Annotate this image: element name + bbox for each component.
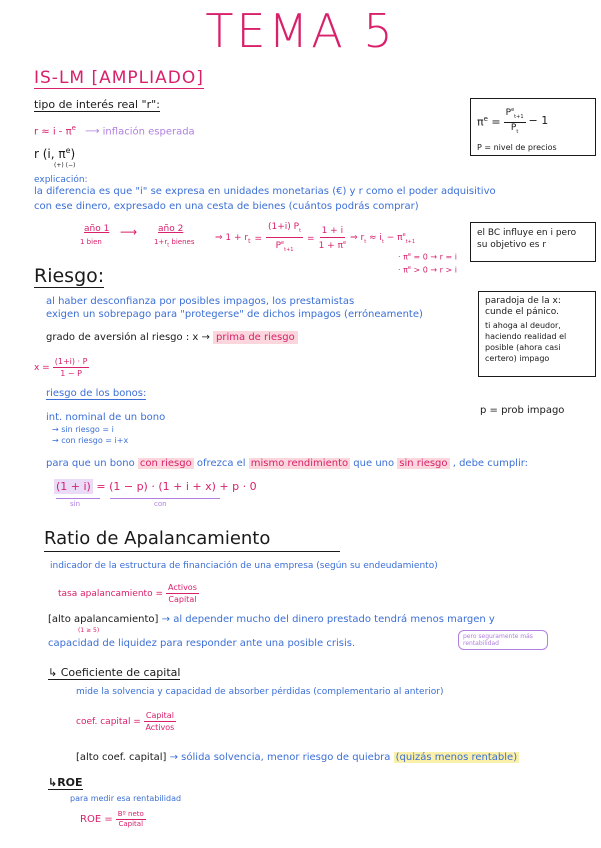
bonos-heading: riesgo de los bonos: xyxy=(46,388,147,399)
ano1-sub: 1 bien xyxy=(80,238,102,246)
inflacion-note: inflación esperada xyxy=(102,126,195,138)
indicador-line: indicador de la estructura de financiación de una empresa (según su endeudamiento) xyxy=(50,561,438,571)
coef-capital-desc: mide la solvencia y capacidad de absorber pérdidas (complementario al anterior) xyxy=(76,687,444,697)
bracket-sin xyxy=(56,498,100,499)
x-formula: x = $\frac{(1+i) \cdot P}{1 - P}$ xyxy=(34,357,88,378)
sin-riesgo: → sin riesgo = i xyxy=(52,425,114,434)
case-positive: · $\pi^e > 0 \to r > i$ xyxy=(398,265,457,275)
aversion-line: grado de aversión al riesgo : x → prima de riesgo xyxy=(46,332,298,343)
explicacion-line-2: con ese dinero, expresado en una cesta de bienes (cuántos podrás comprar) xyxy=(34,201,419,212)
r-function-signs: (+) (−) xyxy=(54,162,76,169)
real-rate-equation: ⇒ $1 + r_t$ = $\frac{(1+i) P_t}{P^e_{t+1}}$ = $\frac{1 + i}{1 + \pi^e}$ ⇒ $r_t \approx i_t - \pi^e_{t+1}$ xyxy=(215,222,416,253)
case-zero: · $\pi^e = 0 \to r = i$ xyxy=(398,252,457,262)
explicacion-label: explicación: xyxy=(34,175,88,185)
riesgo-heading: Riesgo: xyxy=(34,265,105,287)
riesgo-line-1: al haber desconfianza por posibles impagos, los prestamistas xyxy=(46,296,355,307)
paradoja-box: paradoja de la x: cunde el pánico. ti ahoga al deudor, haciendo realidad el posible (ahora casi certero) impago xyxy=(478,291,596,377)
alto-apalancamiento-line: [alto apalancamiento] → al depender mucho del dinero prestado tendrá menos margen y xyxy=(48,614,495,625)
inflation-expectation-box: $\pi^e$ = $\frac{P^e_{t+1}}{P_t}$ − 1 P = nivel de precios xyxy=(470,98,596,156)
label-con: con xyxy=(154,500,167,508)
page-title: TEMA 5 xyxy=(205,4,396,58)
ano1-label: año 1 xyxy=(84,224,110,234)
equivalence-equation: (1 + i) = (1 − p) · (1 + i + x) + p · 0 xyxy=(56,480,257,493)
prob-impago-note: p = prob impago xyxy=(480,405,565,416)
roe-formula: ROE = $\frac{\text{Bº neto}}{\text{Capital}}$ xyxy=(80,810,144,828)
apalancamiento-heading: Ratio de Apalancamiento xyxy=(44,528,340,552)
roe-heading: ↳ROE xyxy=(48,776,83,789)
label-sin: sin xyxy=(70,500,81,508)
ano2-sub: $1+r_t$ bienes xyxy=(154,238,195,249)
roe-desc: para medir esa rentabilidad xyxy=(70,794,182,803)
int-nominal: int. nominal de un bono xyxy=(46,412,166,423)
central-bank-box: el BC influye en i pero su objetivo es r xyxy=(470,222,596,262)
tipo-interes-real: tipo de interés real "r": xyxy=(34,98,160,111)
ano-arrow: ⟶ xyxy=(120,225,138,239)
ano2-label: año 2 xyxy=(158,224,184,234)
alto-coef-line: [alto coef. capital] → sólida solvencia, menor riesgo de quiebra (quizás menos rentable) xyxy=(76,752,518,763)
alto-apalancamiento-line-2: capacidad de liquidez para responder ante una posible crisis. xyxy=(48,638,356,649)
r-formula: $r \approx i - \pi^e$ ⟶ inflación esperada xyxy=(34,124,195,138)
cumplir-line: para que un bono con riesgo ofrezca el mismo rendimiento que uno sin riesgo , debe cumplir: xyxy=(46,458,529,469)
islm-heading: IS-LM [AMPLIADO] xyxy=(34,68,204,88)
r-function: r (i, $\pi^e$) xyxy=(34,146,76,161)
coef-capital-heading: ↳ Coeficiente de capital xyxy=(48,666,181,679)
riesgo-line-2: exigen un sobrepago para "protegerse" de dichos impagos (erróneamente) xyxy=(46,309,423,320)
tasa-apalancamiento: tasa apalancamiento = $\frac{\text{Activos}}{\text{Capital}}$ xyxy=(58,583,197,604)
con-riesgo: → con riesgo = i+x xyxy=(52,436,129,445)
bracket-con xyxy=(110,498,220,499)
price-level-note: P = nivel de precios xyxy=(477,142,557,152)
alto-apalancamiento-sub: (1 ≥ 5) xyxy=(78,627,100,634)
rentabilidad-note: pero seguramente más rentabilidad xyxy=(458,630,548,650)
coef-capital-formula: coef. capital = $\frac{\text{Capital}}{\text{Activos}}$ xyxy=(76,711,175,732)
explicacion-line-1: la diferencia es que "i" se expresa en unidades monetarias (€) y r como el poder adquisitivo xyxy=(34,186,496,197)
prima-riesgo: prima de riesgo xyxy=(213,331,298,344)
